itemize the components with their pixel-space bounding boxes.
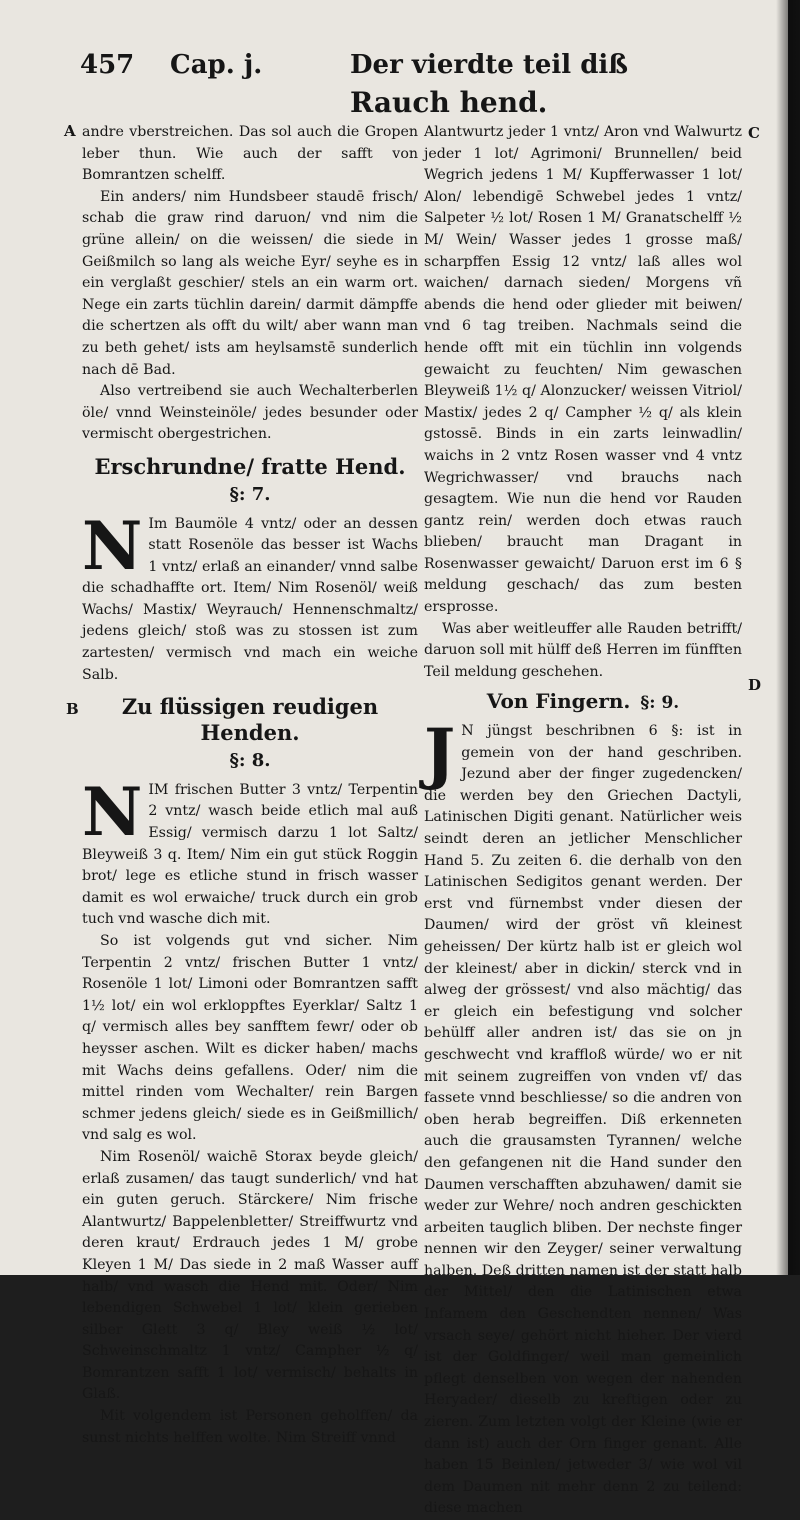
paragraph: Nim Rosenöl/ waichē Storax beyde gleich/ erlaß zusamen/ das taugt sunderlich/ vnd hat ein guten geruch. Stärckere/ Nim frische Alantwurtz/ Bappelenbletter/ Streiffwurtz vnd deren kraut/ Erdrauch jedes 1 M/ grobe Kleyen 1 M/ Das siede in 2 maß Wasser auff halb/ vnd wasch die Hend mit. Oder/ Nim lebendigen Schwebel 1 lot/ klein gerieben silber Glett 3 q/ Bley weiß ½ lot/ Schweinschmaltz 1 vntz/ Campher ½ q/ Bomrantzen safft 1 lot/ vermisch/ behalts in Glaß. xyxy=(82,1148,418,1403)
section-heading-text: Von Fingern. xyxy=(486,689,631,714)
paragraph: Mit volgendem ist Personen geholffen/ da sunst nichts helffen wolte. Nim Streiff vnnd xyxy=(82,1408,418,1446)
paragraph-text: N jüngst beschribnen 6 §: ist in gemein von der hand geschriben. Jezund aber der finger zugedencken/ die werden bey den Griechen Dactyli, Latinischen Digiti genant. Natürlicher weis seindt deren an jetlicher Menschlicher Hand 5. Zu zeiten 6. die derhalb von den Latinischen Sedigitos genant werden. Der erst vnd fürnembst vnder diesen der Daumen/ wird der gröst vñ kleinest geheissen/ Der kürtz halb ist er gleich wol der kleinest/ aber in dickin/ sterck vnd in alweg der grössest/ vnd also mächtig/ das er gleich ein befestigung vnd solcher behülff aller andren ist/ das sie on jn geschwecht vnd kraffloß würde/ wo er nit mit seinem zugreiffen von vnden vf/ das fassete vnnd beschliesse/ so die andren von oben herab begreiffen. Diß erkenneten auch die grausamsten Tyrannen/ welche den gefangenen nit die Hand sunder den Daumen verschafften abzuhawen/ damit sie weder zur Wehre/ noch andren geschickten arbeiten tauglich bliben. Der nechste finger nennen wir den Zeyger/ seiner verwaltung halben. Deß dritten namen ist der statt halb der Mittel/ den die Latinischen etwa Infamem den Geschendten nennen/ Was vrsach seye/ gehört nicht hieher. Der vierd ist der Goldfinger/ weil man gemeinlich pflegt denselben von wegen der nahenden Heryader/ dieselb zu kreftigen oder zu zieren. Zum letzten volgt der Kleine (wie er dann ist) auch der Orn finger genant. Alle haben 15 Beinlen/ jetweder 3/ wie wol vil dem Daumen nit mehr denn 2 zu teilend: diese machen xyxy=(424,723,742,1517)
paragraph: Was aber weitleuffer alle Rauden betrifft/ daruon soll mit hülff deß Herren im fünfften Teil meldung geschehen. xyxy=(424,620,742,680)
margin-letter-d: D xyxy=(748,676,762,694)
paragraph: Alantwurtz jeder 1 vntz/ Aron vnd Walwurtz jeder 1 lot/ Agrimoni/ Brunnellen/ beid Wegrich jedens 1 M/ Kupfferwasser 1 lot/ Alon/ lebendigē Schwebel jedes 1 vntz/ Salpeter ½ lot/ Rosen 1 M/ Granatschelff ½ M/ Wein/ Wasser jedes 1 grosse maß/ scharpffen Essig 12 vntz/ laß alles wol waichen/ darnach sieden/ Morgens vñ abends die hend oder glieder mit beiwen/ vnd 6 tag treiben. Nachmals seind die hende offt mit ein tüchlin inn volgends gewaicht zu feuchten/ Nim gewaschen Bleyweiß 1½ q/ Alonzucker/ weissen Vitriol/ Mastix/ jedes 2 q/ Campher ½ q/ als klein gstossē. Binds in ein zarts leinwadlin/ waichs in 2 vntz Rosen wasser vnd 4 vntz Wegrichwasser/ vnd brauchs nach gesagtem. Wie nun die hend vor Rauden gantz rein/ werden doch etwas rauch blieben/ braucht man Dragant in Rosenwasser gewaicht/ Daruon erst im 6 § meldung geschach/ das zum besten ersprosse. xyxy=(424,124,742,616)
margin-letter-c: C xyxy=(748,124,760,142)
paragraph xyxy=(82,506,418,687)
paragraph: andre vberstreichen. Das sol auch die Gropen leber thun. Wie auch der safft von Bomrantzen schelff. xyxy=(82,124,418,184)
section-number: §: 8. xyxy=(229,750,271,772)
paragraph xyxy=(424,714,742,1520)
section-number: §: 7. xyxy=(229,483,271,505)
left-column xyxy=(82,122,418,1449)
running-title: Der vierdte teil diß xyxy=(350,50,629,80)
margin-letter-b: B xyxy=(66,700,79,718)
margin-letter-a: A xyxy=(64,122,76,140)
chapter-label: Cap. j. xyxy=(170,50,263,80)
section-subtitle: Rauch hend. xyxy=(350,86,548,119)
paragraph: Also vertreibend sie auch Wechalterberlen öle/ vnnd Weinsteinöle/ jedes besunder oder vermischt obergestrichen. xyxy=(82,383,418,443)
right-column xyxy=(424,122,742,1520)
section-number: §: 9. xyxy=(640,693,680,714)
paragraph: Ein anders/ nim Hundsbeer staudē frisch/ schab die graw rind daruon/ vnd nim die grüne allein/ on die weissen/ die siede in Geißmilch so lang als weiche Eyr/ seyhe es in ein verglaßt geschier/ stels an ein warm ort. Nege ein zarts tüchlin darein/ darmit dämpffe die schertzen als offt du wilt/ aber wann man zu beth gehet/ ists am heylsamstē sunderlich nach dē Bad. xyxy=(82,188,418,378)
section-heading: Zu flüssigen reudigen Henden. xyxy=(121,694,379,746)
drop-cap: N xyxy=(82,506,143,585)
paragraph xyxy=(82,772,418,931)
page-number: 457 xyxy=(80,50,135,80)
paragraph: So ist volgends gut vnd sicher. Nim Terpentin 2 vntz/ frischen Butter 1 vntz/ Rosenöle 1 lot/ Limoni oder Bomrantzen safft 1½ lot/ ein wol erkloppftes Eyerklar/ Saltz 1 q/ vermisch alles bey sanfftem fewr/ oder ob heysser aschen. Wilt es dicker haben/ machs mit Wachs deins gefallens. Oder/ nim die mittel rinden vom Wechalter/ rein Bargen schmer jedens gleich/ siede es in Geißmillich/ vnd salg es wol. xyxy=(82,933,418,1144)
paragraph-text: Im Baumöle 4 vntz/ oder an dessen statt Rosenöle das besser ist Wachs 1 vntz/ erlaß an einander/ vnnd salbe die schadhaffte ort. Item/ Nim Rosenöl/ weiß Wachs/ Mastix/ Weyrauch/ Hennenschmaltz/ jedens gleich/ stoß was zu stossen ist zum zartesten/ vermisch vnd mach ein weiche Salb. xyxy=(82,515,418,683)
drop-cap: J xyxy=(424,714,456,793)
section-heading xyxy=(424,691,742,715)
paragraph-text: IM frischen Butter 3 vntz/ Terpentin 2 vntz/ wasch beide etlich mal auß Essig/ vermisch darzu 1 lot Saltz/ Bleyweiß 3 q. Item/ Nim ein gut stück Roggin brot/ lege es etliche stund in frisch wasser damit es wol erwaiche/ truck durch ein grob tuch vnd wasche dich mit. xyxy=(82,781,418,928)
running-header xyxy=(70,50,750,90)
drop-cap: N xyxy=(82,772,143,851)
section-heading: Erschrundne/ fratte Hend. xyxy=(94,453,406,479)
